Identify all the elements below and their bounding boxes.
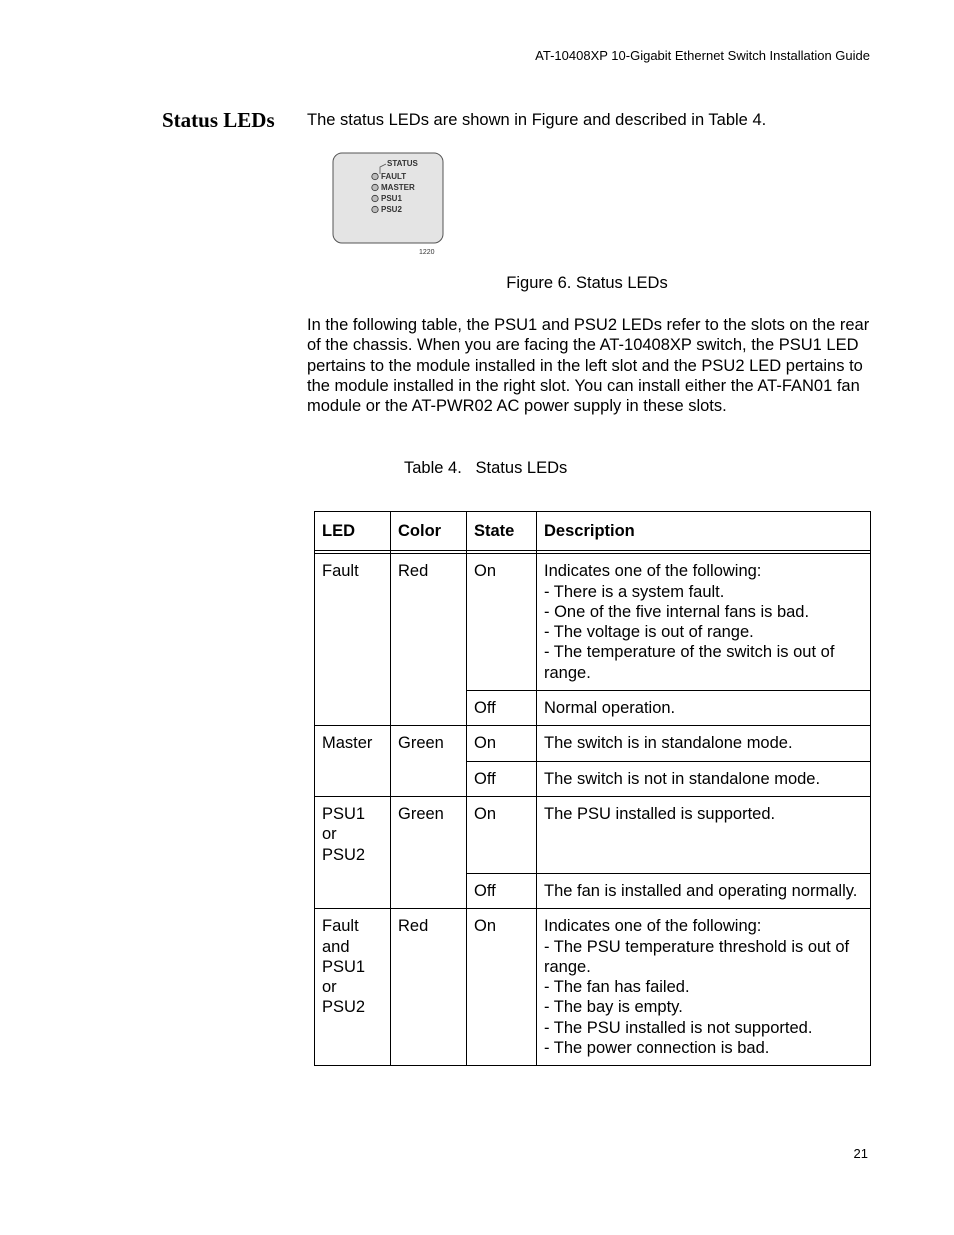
- cell-state: On: [467, 554, 537, 691]
- table-row: [315, 726, 871, 761]
- description-line: - One of the five internal fans is bad.: [544, 602, 810, 621]
- description-line: The PSU installed is supported.: [544, 804, 776, 823]
- description-line: Indicates one of the following:: [544, 562, 762, 581]
- cell-description: [537, 909, 871, 1066]
- cell-state: Off: [467, 761, 537, 796]
- description-line: The switch is in standalone mode.: [544, 734, 793, 753]
- cell-description: [537, 761, 871, 796]
- cell-color: Green: [391, 726, 467, 797]
- description-line: - The fan has failed.: [544, 978, 690, 997]
- status-led-table: [314, 511, 871, 1066]
- cell-description: [537, 796, 871, 873]
- table-header-row: [315, 512, 871, 551]
- paragraph-text: In the following table, the PSU1 and PSU2 LEDs refer to the slots on the rear of the chassis. When you are facing the AT-10408XP switch, the PSU1 LED pertains to the module installed in the left slot and the PSU2 LED pertains to the module installed in the right slot. You can install either the AT-FAN01 fan module or the AT-PWR02 AC power supply in these slots.: [307, 316, 870, 416]
- led-label-fault: FAULT: [381, 172, 407, 181]
- cell-state: On: [467, 726, 537, 761]
- figure-id: 1220: [419, 249, 435, 256]
- table-row: [315, 796, 871, 873]
- cell-color: Green: [391, 796, 467, 908]
- led-label-psu2: PSU2: [381, 205, 402, 214]
- panel-label: STATUS: [387, 159, 418, 168]
- description-line: The fan is installed and operating normally.: [544, 881, 858, 900]
- led-indicator-psu1: [372, 195, 378, 201]
- description-line: - There is a system fault.: [544, 582, 725, 601]
- cell-led: Fault and PSU1 or PSU2: [315, 909, 391, 1066]
- cell-color: Red: [391, 909, 467, 1066]
- figure-caption: Figure 6. Status LEDs: [506, 274, 668, 292]
- led-indicator-fault: [372, 173, 378, 179]
- description-line: - The bay is empty.: [544, 998, 683, 1017]
- cell-state: Off: [467, 873, 537, 908]
- cell-description: [537, 873, 871, 908]
- led-label-psu1: PSU1: [381, 194, 402, 203]
- cell-led: Master: [315, 726, 391, 797]
- status-panel-illustration: [330, 150, 450, 260]
- description-line: Indicates one of the following:: [544, 917, 762, 936]
- cell-state: On: [467, 909, 537, 1066]
- cell-led: Fault: [315, 554, 391, 726]
- description-line: - The voltage is out of range.: [544, 623, 754, 642]
- header-description: Description: [537, 512, 871, 551]
- led-indicator-master: [372, 184, 378, 190]
- header-color: Color: [391, 512, 467, 551]
- header-state: State: [467, 512, 537, 551]
- cell-description: [537, 691, 871, 726]
- description-line: - The power connection is bad.: [544, 1039, 770, 1058]
- intro-text: The status LEDs are shown in Figure and described in Table 4.: [307, 111, 767, 129]
- description-line: - The PSU temperature threshold is out of range.: [544, 937, 850, 976]
- cell-color: Red: [391, 554, 467, 726]
- cell-state: Off: [467, 691, 537, 726]
- status-led-figure: [330, 150, 450, 260]
- led-indicator-psu2: [372, 206, 378, 212]
- cell-description: [537, 726, 871, 761]
- cell-description: [537, 554, 871, 691]
- page-number: 21: [853, 1146, 868, 1161]
- description-line: The switch is not in standalone mode.: [544, 769, 821, 788]
- led-label-master: MASTER: [381, 183, 415, 192]
- table-caption: Table 4. Status LEDs: [404, 459, 568, 477]
- table-row: [315, 909, 871, 1066]
- description-line: - The PSU installed is not supported.: [544, 1018, 813, 1037]
- header-led: LED: [315, 512, 391, 551]
- cell-led: PSU1 or PSU2: [315, 796, 391, 908]
- running-header: AT-10408XP 10-Gigabit Ethernet Switch Installation Guide: [535, 48, 870, 63]
- body-paragraph: [307, 315, 872, 416]
- description-line: Normal operation.: [544, 699, 676, 718]
- description-line: - The temperature of the switch is out of range.: [544, 643, 835, 682]
- section-title: Status LEDs: [162, 108, 275, 132]
- table-row: [315, 554, 871, 691]
- cell-state: On: [467, 796, 537, 873]
